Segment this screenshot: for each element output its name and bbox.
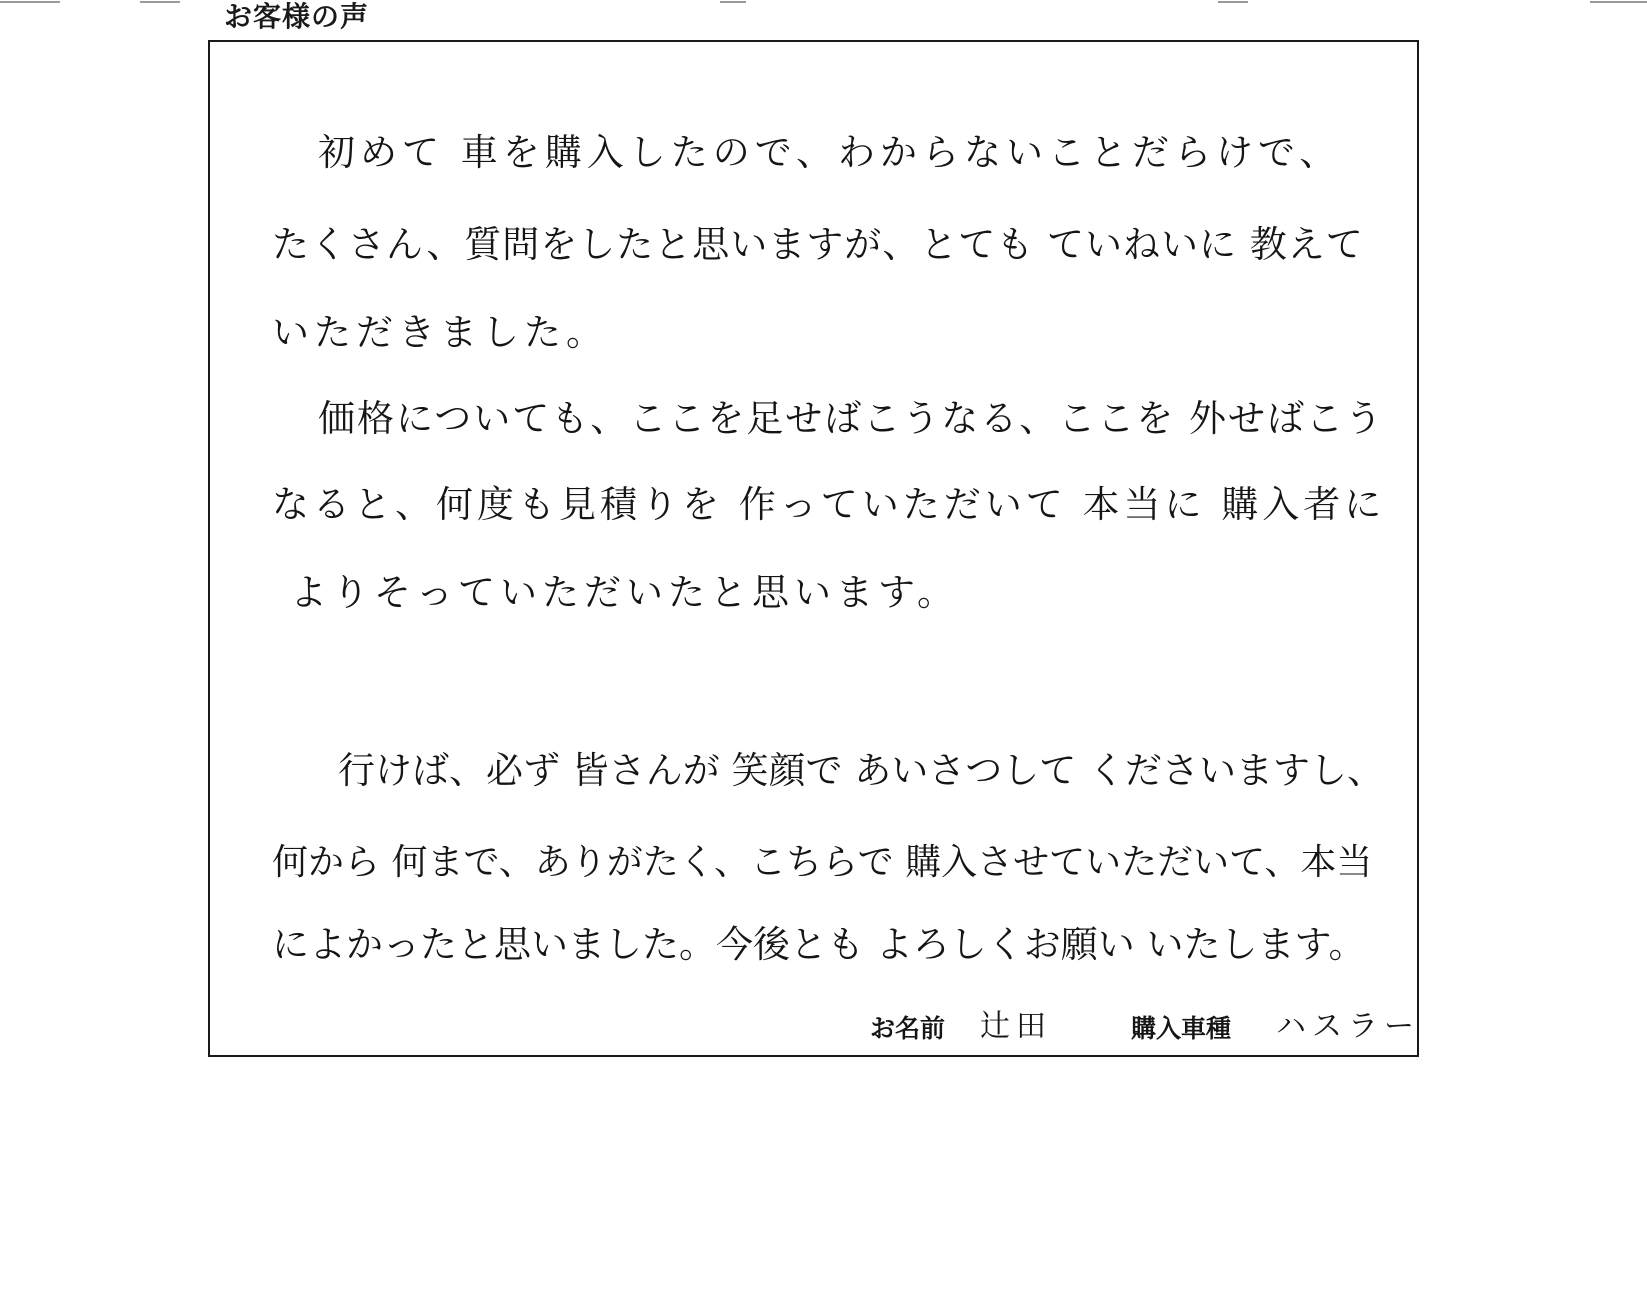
handwritten-line: によかったと思いました。今後とも よろしくお願い いたします。 <box>272 923 1366 966</box>
handwritten-line: 行けば、必ず 皆さんが 笑顔で あいさつして くださいますし、 <box>338 749 1385 792</box>
handwritten-line: 価格についても、ここを足せばこうなる、ここを 外せばこう <box>318 397 1385 440</box>
name-label: お名前 <box>870 1014 946 1043</box>
handwritten-line: たくさん、質問をしたと思いますが、とても ていねいに 教えて <box>272 223 1364 266</box>
vehicle-label: 購入車種 <box>1131 1014 1232 1043</box>
scan-speck <box>0 1 60 3</box>
handwritten-line: なると、何度も見積りを 作っていただいて 本当に 購入者に <box>272 483 1386 526</box>
scan-speck <box>1218 1 1248 3</box>
testimonial-card <box>208 40 1419 1057</box>
vehicle-value: ハスラー <box>1276 1009 1420 1044</box>
handwritten-line: いただきました。 <box>272 311 608 354</box>
form-title: お客様の声 <box>224 0 370 33</box>
handwritten-line: 何から 何まで、ありがたく、こちらで 購入させていただいて、本当 <box>272 842 1373 883</box>
handwritten-line: 初めて 車を購入したので、わからないことだらけで、 <box>318 131 1342 174</box>
handwritten-line: よりそっていただいたと思います。 <box>290 571 960 614</box>
scan-speck <box>1590 1 1647 3</box>
scan-speck <box>140 1 180 3</box>
name-value: 辻田 <box>980 1009 1052 1044</box>
scan-speck <box>720 1 746 3</box>
